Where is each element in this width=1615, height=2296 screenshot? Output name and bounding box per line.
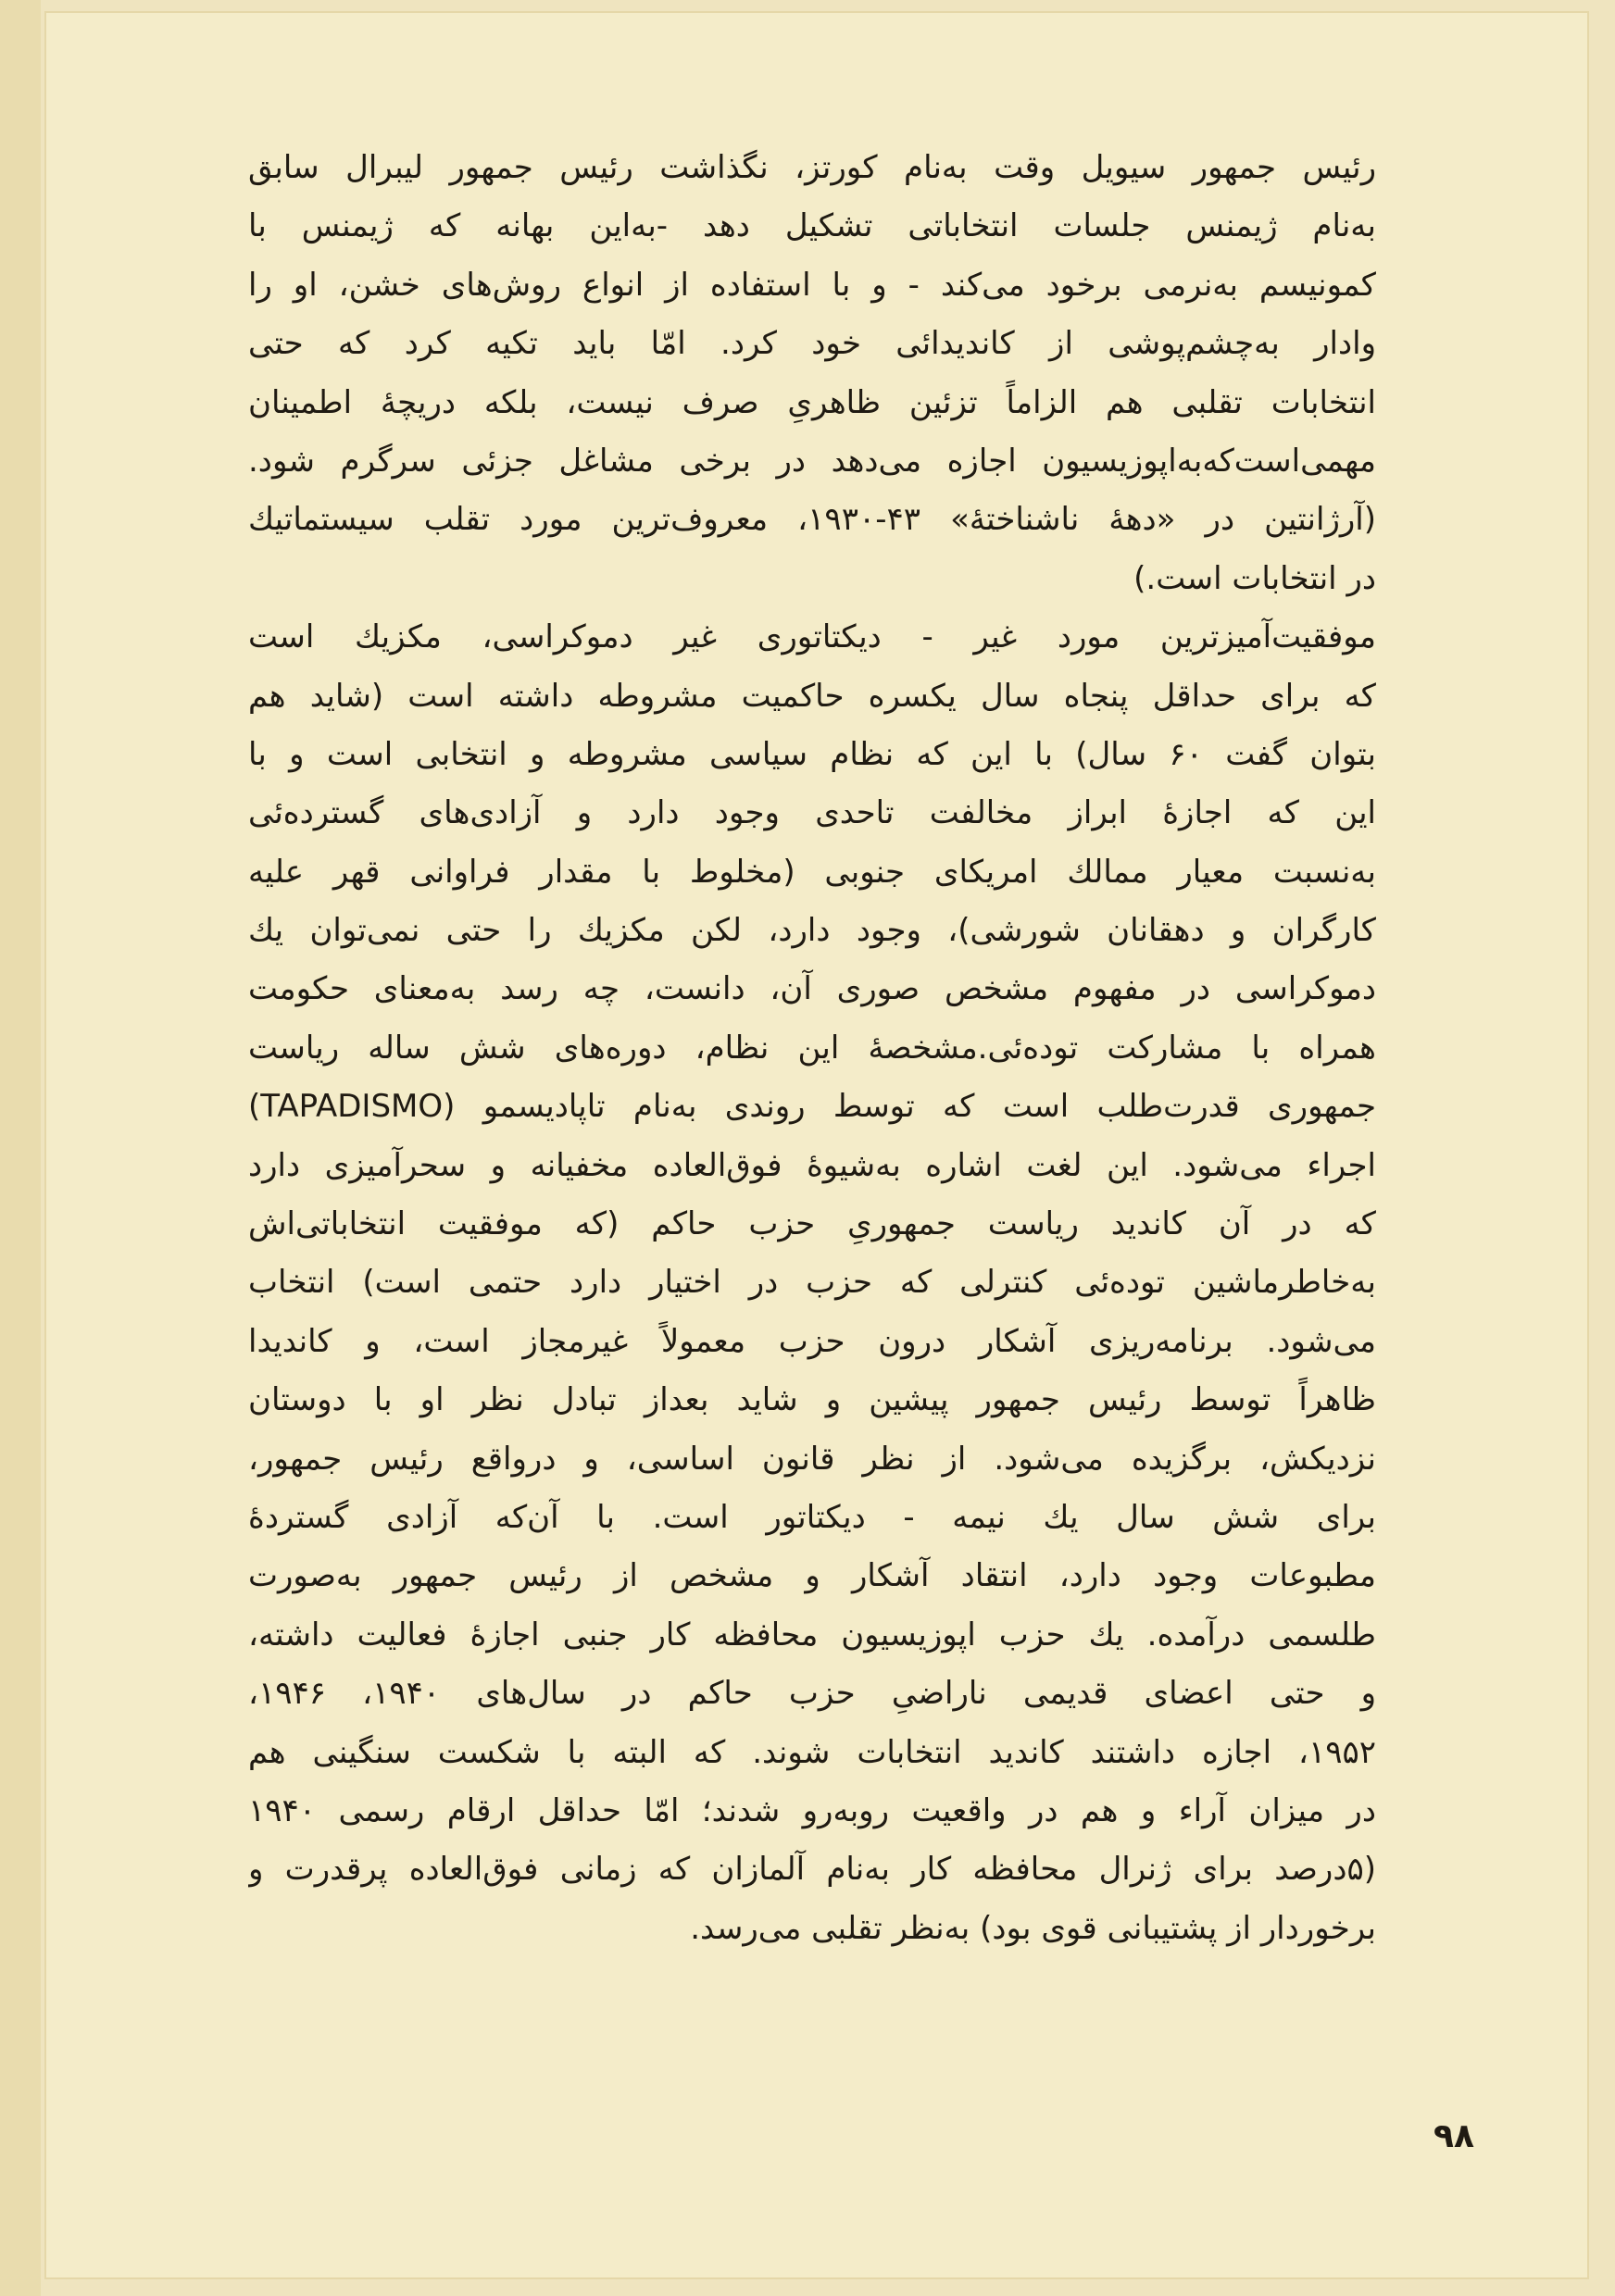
page-left-edge — [0, 0, 41, 2296]
paragraph-1 — [248, 139, 1376, 608]
text-line: این که اجازهٔ ابراز مخالفت تاحدی وجود دارد و آزادی‌های گسترده‌ئی — [248, 794, 1376, 832]
text-line: رئیس جمهور سیویل وقت به‌نام کورتز، نگذاشت رئیس جمهور لیبرال سابق — [248, 149, 1376, 186]
paragraph-2 — [248, 608, 1376, 1958]
text-line: به‌خاطرماشین توده‌ئی کنترلی که حزب در اختیار دارد حتمی است) انتخاب — [248, 1264, 1376, 1302]
text-line: که برای حداقل پنجاه سال یکسره حاکمیت مشروطه داشته است (شاید هم — [248, 677, 1376, 715]
text-line: همراه با مشارکت توده‌ئی.مشخصهٔ این نظام، دوره‌های شش ساله ریاست — [248, 1029, 1376, 1067]
text-line: مهمی‌است‌که‌به‌اپوزیسیون اجازه می‌دهد در برخی مشاغل جزئی سرگرم شود. — [248, 442, 1376, 480]
text-line: که در آن کاندید ریاست جمهوریِ حزب حاکم (که موفقیت انتخاباتی‌اش — [248, 1205, 1376, 1243]
text-line: ۱۹۵۲، اجازه داشتند کاندید انتخابات شوند. که البته با شکست سنگینی هم — [248, 1733, 1376, 1771]
text-line: موفقیت‌آمیزترین مورد غیر - دیکتاتوری غیر دموکراسی، مکزیك است — [248, 618, 1376, 656]
page-number: ۹۸ — [1433, 2117, 1474, 2155]
body-text — [248, 139, 1376, 2157]
text-line: ظاهراً توسط رئیس جمهور پیشین و شاید بعداز تبادل نظر او با دوستان — [248, 1381, 1376, 1419]
text-line: جمهوری قدرت‌طلب است که توسط روندی به‌نام تاپادیسمو (TAPADISMO) — [248, 1088, 1376, 1126]
text-line: در انتخابات است.) — [1133, 559, 1376, 597]
text-line: وادار به‌چشم‌پوشی از کاندیدائی خود کرد. امّا باید تکیه کرد که حتی — [248, 325, 1376, 363]
text-line: بتوان گفت ۶۰ سال) با این که نظام سیاسی مشروطه و انتخابی است و با — [248, 735, 1376, 773]
text-line: دموکراسی در مفهوم مشخص صوری آن، دانست، چه رسد به‌معنای حکومت — [248, 970, 1376, 1008]
text-line: (آرژانتین در «دههٔ ناشناختهٔ» ۴۳-۱۹۳۰، معروف‌ترین مورد تقلب سیستماتیك — [248, 501, 1376, 539]
text-line: به‌نام ژیمنس جلسات انتخاباتی تشکیل دهد -به‌این بهانه که ژیمنس با — [248, 207, 1376, 245]
text-line: اجراء می‌شود. این لغت اشاره به‌شیوهٔ فوق‌العاده مخفیانه و سحرآمیزی دارد — [248, 1146, 1376, 1184]
text-line: برای شش سال یك نیمه - دیکتاتور است. با آن‌که آزادی گستردهٔ — [248, 1498, 1376, 1536]
text-line: انتخابات تقلبی هم الزاماً تزئین ظاهریِ صرف نیست، بلکه دریچهٔ اطمینان — [248, 383, 1376, 421]
text-line: می‌شود. برنامه‌ریزی آشکار درون حزب معمولاً غیرمجاز است، و کاندیدا — [248, 1322, 1376, 1360]
text-line: مطبوعات وجود دارد، انتقاد آشکار و مشخص از رئیس جمهور به‌صورت — [248, 1557, 1376, 1595]
text-line: برخوردار از پشتیبانی قوی بود) به‌نظر تقلبی می‌رسد. — [690, 1909, 1376, 1947]
text-line: به‌نسبت معیار ممالك امریکای جنوبی (مخلوط با مقدار فراوانی قهر علیه — [248, 853, 1376, 891]
text-line: (۵درصد برای ژنرال محافظه کار به‌نام آلمازان که زمانی فوق‌العاده پرقدرت و — [248, 1851, 1376, 1889]
text-line: نزدیکش، برگزیده می‌شود. از نظر قانون اساسی، و درواقع رئیس جمهور، — [248, 1440, 1376, 1478]
text-line: طلسمی درآمده. یك حزب اپوزیسیون محافظه کار جنبی اجازهٔ فعالیت داشته، — [248, 1616, 1376, 1653]
text-line: و حتی اعضای قدیمی ناراضیِ حزب حاکم در سال‌های ۱۹۴۰، ۱۹۴۶، — [248, 1675, 1376, 1713]
text-line: در میزان آراء و هم در واقعیت روبه‌رو شدند؛ امّا حداقل ارقام رسمی ۱۹۴۰ — [248, 1791, 1376, 1829]
text-line: کارگران و دهقانان شورشی)، وجود دارد، لکن مکزیك را حتی نمی‌توان یك — [248, 912, 1376, 950]
text-line: کمونیسم به‌نرمی برخود می‌کند - و با استفاده از انواع روش‌های خشن، او را — [248, 266, 1376, 304]
